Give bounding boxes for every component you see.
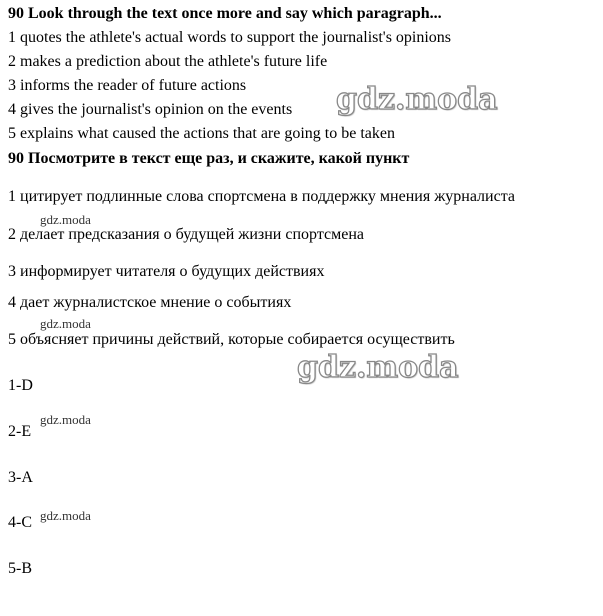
watermark-small-4: gdz.moda [40, 508, 91, 523]
answer-1: 1-D [8, 377, 33, 394]
watermark-small-3: gdz.moda [40, 412, 91, 427]
english-item-3: 3 informs the reader of future actions [8, 77, 247, 94]
answer-3: 3-A [8, 469, 33, 486]
english-item-2: 2 makes a prediction about the athlete's future life [8, 53, 328, 70]
russian-item-5: 5 объясняет причины действий, которые собирается осуществить [8, 331, 455, 348]
english-item-1: 1 quotes the athlete's actual words to support the journalist's opinions [8, 29, 452, 46]
watermark-small-1: gdz.moda [40, 212, 91, 227]
english-heading: 90 Look through the text once more and say which paragraph... [8, 5, 442, 22]
english-item-4: 4 gives the journalist's opinion on the events [8, 101, 293, 118]
answer-5: 5-B [8, 560, 32, 577]
watermark-small-2: gdz.moda [40, 316, 91, 331]
russian-item-1: 1 цитирует подлинные слова спортсмена в поддержку мнения журналиста [8, 188, 515, 205]
answer-2: 2-E [8, 423, 32, 440]
answer-4: 4-C [8, 514, 32, 531]
russian-item-3: 3 информирует читателя о будущих действиях [8, 263, 325, 280]
watermark-large-1: gdz.moda [336, 82, 498, 117]
russian-item-4: 4 дает журналистское мнение о событиях [8, 294, 292, 311]
russian-heading: 90 Посмотрите в текст еще раз, и скажите, какой пункт [8, 150, 410, 167]
watermark-large-2: gdz.moda [297, 350, 459, 385]
russian-item-2: 2 делает предсказания о будущей жизни спортсмена [8, 226, 364, 243]
english-item-5: 5 explains what caused the actions that are going to be taken [8, 125, 395, 142]
